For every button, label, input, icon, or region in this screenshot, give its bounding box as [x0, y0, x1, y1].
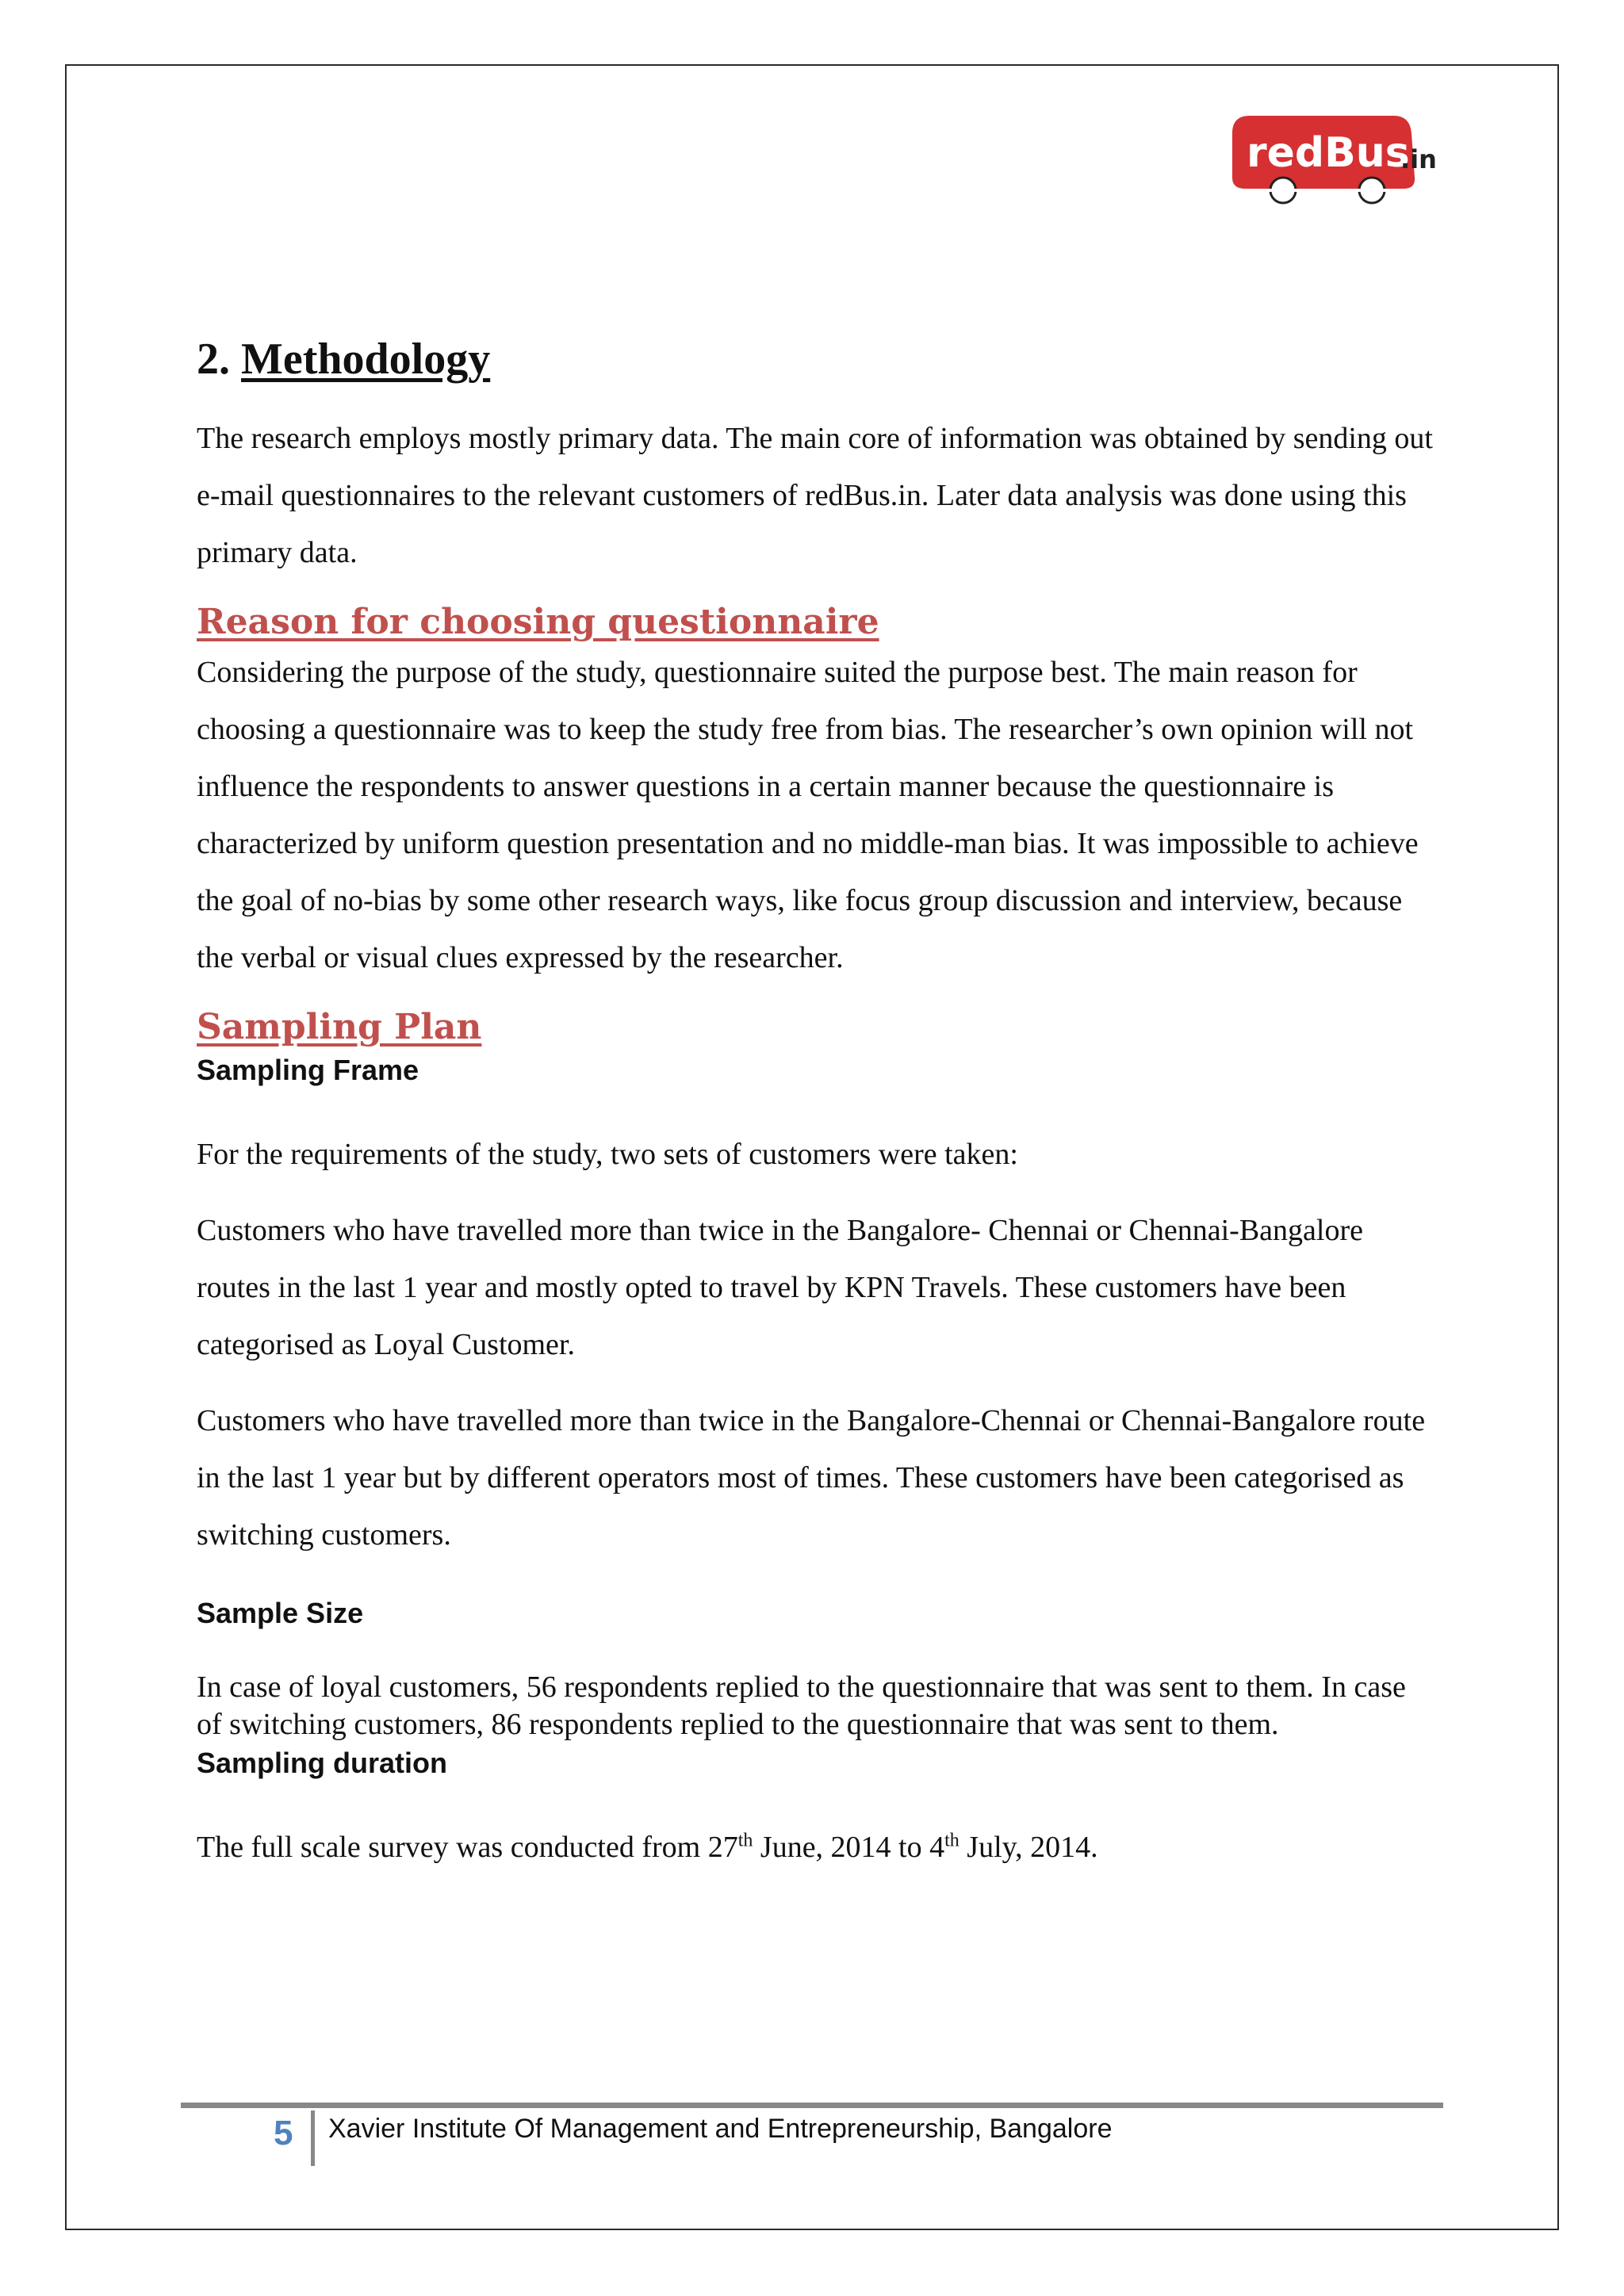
loyal-customers-paragraph: Customers who have travelled more than twice in the Bangalore- Chennai or Chennai-Bangalore routes in the last 1 year and mostly opted to travel by KPN Travels. These customers have been categorised as Loyal Customer.: [197, 1213, 1363, 1361]
reason-paragraph: Considering the purpose of the study, questionnaire suited the purpose best. The main reason for choosing a questionnaire was to keep the study free from bias. The researcher’s own opinion will not influence the respondents to answer questions in a certain manner because the questionnaire is characterized by uniform question presentation and no middle-man bias. It was impossible to achieve the goal of no-bias by some other research ways, like focus group discussion and interview, because the verbal or visual clues expressed by the researcher.: [197, 656, 1419, 975]
sampling-frame-heading: Sampling Frame: [197, 1054, 419, 1087]
redbus-logo: [1221, 101, 1443, 214]
intro-paragraph: The research employs mostly primary data. The main core of information was obtained by sending out e-mail questionnaires to the relevant customers of redBus.in. Later data analysis was done using this primary data.: [197, 422, 1433, 570]
page-content: [197, 333, 1434, 1895]
sample-size-loyal: In case of loyal customers, 56 respondents replied to the questionnaire that was sent to them.: [197, 1670, 1314, 1704]
reason-heading: Reason for choosing questionnaire: [197, 602, 879, 643]
switching-customers-paragraph: Customers who have travelled more than twice in the Bangalore-Chennai or Chennai-Bangalore route in the last 1 year but by different operators most of times. These customers have been categorised as switching customers.: [197, 1403, 1426, 1552]
duration-sup-start: th: [737, 1829, 753, 1850]
sampling-plan-heading: Sampling Plan: [197, 1007, 482, 1048]
sample-size-heading: Sample Size: [197, 1596, 364, 1629]
sampling-frame-intro: For the requirements of the study, two sets of customers were taken:: [197, 1137, 1018, 1171]
duration-sup-end: th: [944, 1829, 959, 1850]
sampling-duration-paragraph: [197, 1819, 1434, 1876]
sample-size-switching: In case of switching customers, 86 respondents replied to the questionnaire that was sent to them.: [197, 1670, 1406, 1741]
title-number: 2.: [197, 335, 230, 384]
logo-brand-text: redBus: [1247, 129, 1410, 177]
duration-middle: June, 2014 to 4: [753, 1830, 945, 1864]
page-title: [197, 333, 1434, 386]
title-text: Methodology: [241, 335, 491, 384]
footer-rule: [181, 2103, 1443, 2108]
footer-separator: [311, 2110, 315, 2166]
sampling-duration-heading: Sampling duration: [197, 1746, 448, 1779]
duration-prefix: The full scale survey was conducted from 27: [197, 1830, 738, 1864]
duration-suffix: July, 2014.: [959, 1830, 1098, 1864]
logo-suffix-text: .in: [1400, 144, 1437, 174]
footer-institution: Xavier Institute Of Management and Entrepreneurship, Bangalore: [328, 2114, 1113, 2144]
page-number: 5: [274, 2114, 293, 2152]
sample-size-paragraph: [197, 1669, 1434, 1743]
